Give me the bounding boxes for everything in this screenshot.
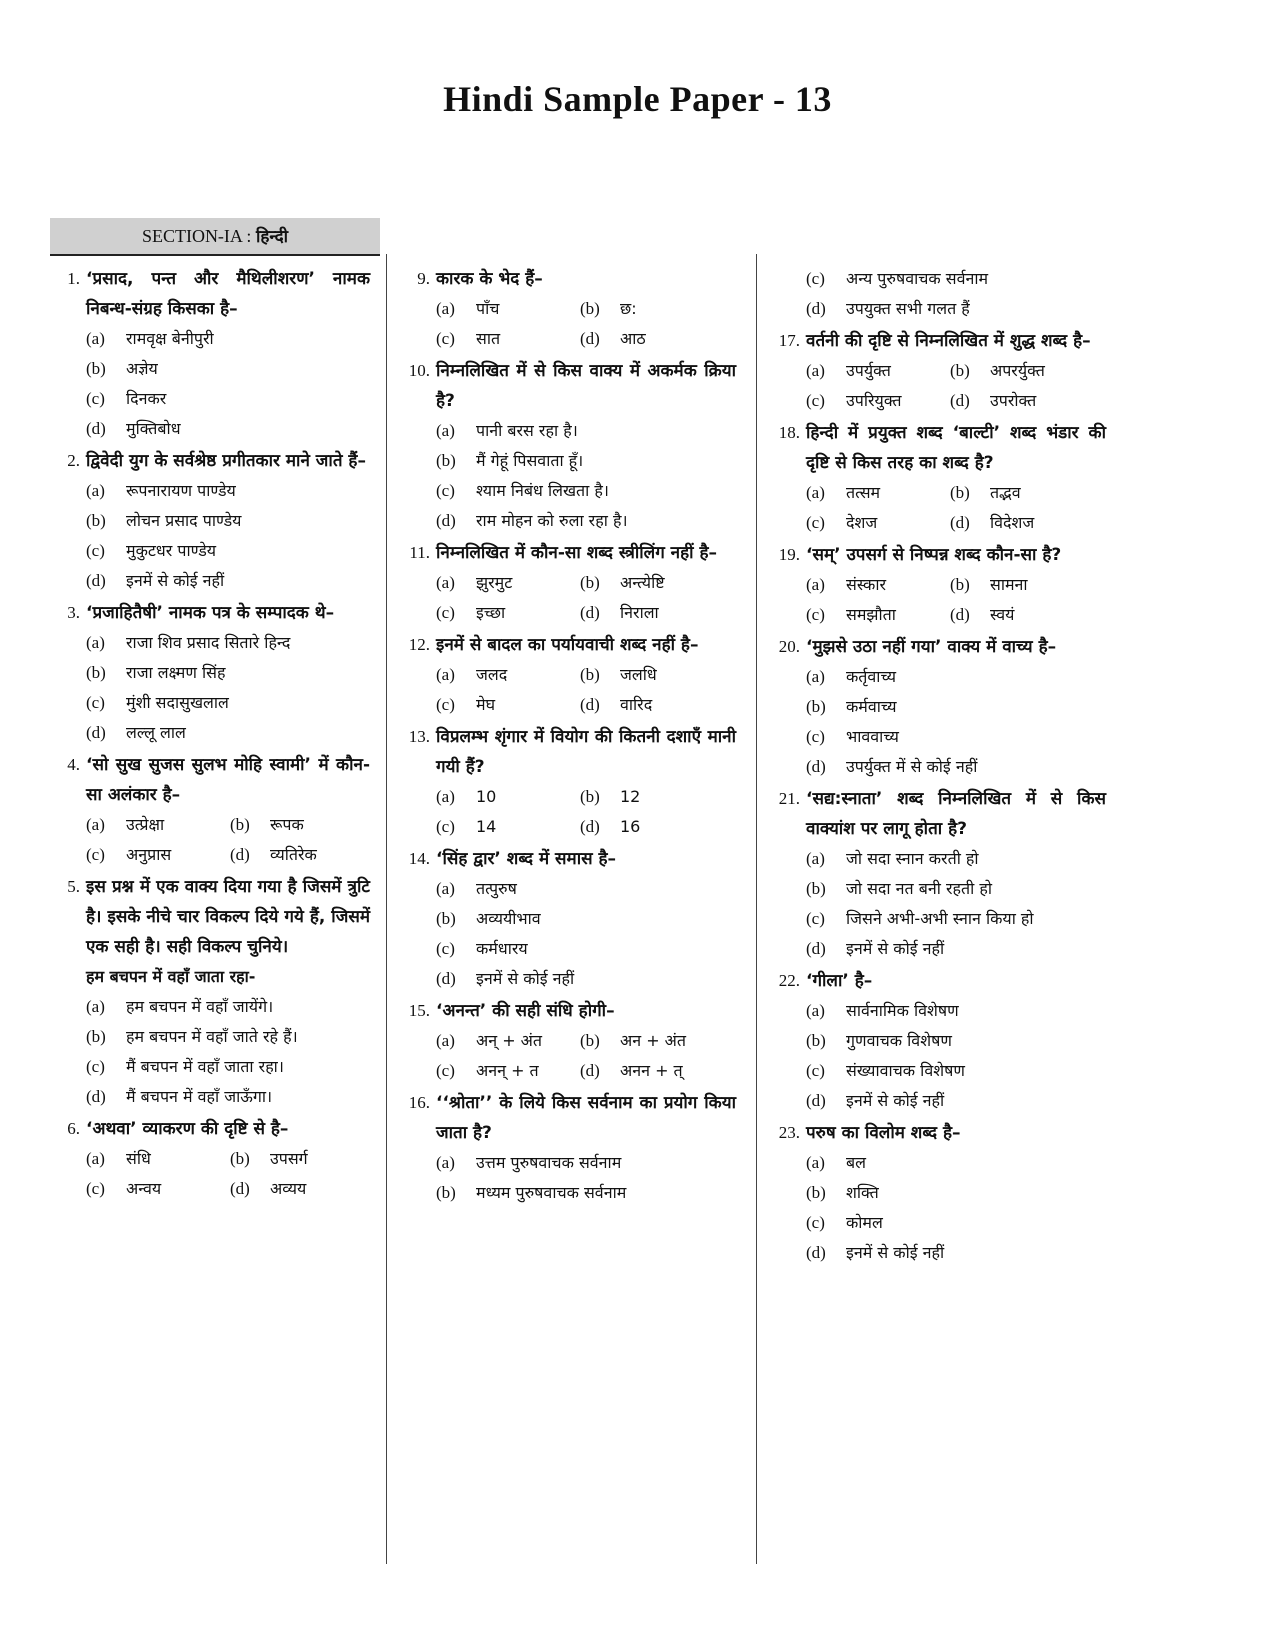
option-d: (d) मुक्तिबोध <box>86 419 181 438</box>
question-text: ‘मुझसे उठा नहीं गया’ वाक्य में वाच्य है– <box>806 637 1057 657</box>
question-sentence: हम बचपन में वहाँ जाता रहा- <box>86 967 256 986</box>
column-1 <box>52 264 370 1206</box>
question-text: वर्तनी की दृष्टि से निम्नलिखित में शुद्ध शब्द है– <box>806 331 1091 351</box>
question-number: 18. <box>778 423 800 442</box>
option-d: (d) 16 <box>580 817 641 836</box>
section-label: SECTION-IA : <box>141 226 252 246</box>
question-22 <box>772 966 1106 1116</box>
option-c: (c) अनुप्रास <box>86 845 172 864</box>
option-d: (d) राम मोहन को रुला रहा है। <box>436 511 628 530</box>
question-text: कारक के भेद हैं– <box>436 269 543 289</box>
option-d: (d) अनन + त् <box>580 1061 683 1080</box>
option-d: (d) मैं बचपन में वहाँ जाऊँगा। <box>86 1087 273 1106</box>
option-c: (c) उपरियुक्त <box>806 391 902 410</box>
question-9 <box>402 264 736 354</box>
option-a: (a) रूपनारायण पाण्डेय <box>86 481 236 500</box>
option-b: (b) छ: <box>580 299 637 318</box>
option-c: (c) श्याम निबंध लिखता है। <box>436 481 609 500</box>
option-b: (b) अपरर्युक्त <box>950 361 1045 380</box>
option-c: (c) समझौता <box>806 605 896 624</box>
option-d: (d) उपरोक्त <box>950 391 1037 410</box>
option-b: (b) शक्ति <box>806 1183 879 1202</box>
option-b: (b) अन + अंत <box>580 1031 687 1050</box>
option-b: (b) अन्त्येष्टि <box>580 573 665 592</box>
question-text: ‘सिंह द्वार’ शब्द में समास है– <box>436 849 617 869</box>
question-text: निम्नलिखित में कौन-सा शब्द स्त्रीलिंग नहीं है– <box>436 543 717 563</box>
question-text: ‘अथवा’ व्याकरण की दृष्टि से है– <box>86 1119 289 1139</box>
option-d: (d) विदेशज <box>950 513 1035 532</box>
option-d: (d) इनमें से कोई नहीं <box>806 1243 945 1262</box>
question-number: 16. <box>408 1093 430 1112</box>
question-16 <box>402 1088 736 1208</box>
column-divider <box>386 254 387 1564</box>
question-text: ‘प्रजाहितैषी’ नामक पत्र के सम्पादक थे– <box>86 603 335 623</box>
option-c: (c) कोमल <box>806 1213 883 1232</box>
question-number: 4. <box>67 755 80 774</box>
option-d: (d) व्यतिरेक <box>230 845 317 864</box>
question-number: 13. <box>408 727 430 746</box>
question-number: 12. <box>408 635 430 654</box>
option-b: (b) 12 <box>580 787 641 806</box>
option-a: (a) जो सदा स्नान करती हो <box>806 849 979 868</box>
question-11 <box>402 538 736 628</box>
option-a: (a) तत्पुरुष <box>436 879 517 898</box>
question-number: 14. <box>408 849 430 868</box>
question-3 <box>52 598 370 748</box>
question-text: हिन्दी में प्रयुक्त शब्द ‘बाल्टी’ शब्द भंडार की दृष्टि से किस तरह का शब्द है? <box>806 423 1106 473</box>
option-b: (b) राजा लक्ष्मण सिंह <box>86 663 226 682</box>
question-number: 22. <box>778 971 800 990</box>
option-a: (a) बल <box>806 1153 866 1172</box>
question-number: 15. <box>408 1001 430 1020</box>
question-23 <box>772 1118 1106 1268</box>
option-d: (d) वारिद <box>580 695 653 714</box>
option-b: (b) जो सदा नत बनी रहती हो <box>806 879 993 898</box>
question-10 <box>402 356 736 536</box>
question-6 <box>52 1114 370 1204</box>
option-a: (a) कर्तृवाच्य <box>806 667 897 686</box>
question-number: 5. <box>67 877 80 896</box>
option-c: (c) मैं बचपन में वहाँ जाता रहा। <box>86 1057 284 1076</box>
option-d: (d) इनमें से कोई नहीं <box>436 969 575 988</box>
question-14 <box>402 844 736 994</box>
question-16-continued <box>772 264 1106 324</box>
question-text: ‘सद्य:स्नाता’ शब्द निम्नलिखित में से किस वाक्यांश पर लागू होता है? <box>806 789 1106 839</box>
option-d: (d) इनमें से कोई नहीं <box>806 1091 945 1110</box>
question-2 <box>52 446 370 596</box>
option-a: (a) संधि <box>86 1149 151 1168</box>
option-c: (c) देशज <box>806 513 878 532</box>
question-21 <box>772 784 1106 964</box>
question-number: 20. <box>778 637 800 656</box>
option-a: (a) संस्कार <box>806 575 887 594</box>
column-2 <box>402 264 736 1210</box>
option-d: (d) लल्लू लाल <box>86 723 186 742</box>
option-c: (c) अनन् + त <box>436 1061 539 1080</box>
option-b: (b) रूपक <box>230 815 304 834</box>
option-c: (c) सात <box>436 329 501 348</box>
option-a: (a) हम बचपन में वहाँ जायेंगे। <box>86 997 274 1016</box>
question-1 <box>52 264 370 444</box>
question-number: 19. <box>778 545 800 564</box>
question-4 <box>52 750 370 870</box>
question-number: 1. <box>67 269 80 288</box>
option-c: (c) इच्छा <box>436 603 506 622</box>
option-b: (b) हम बचपन में वहाँ जाते रहे हैं। <box>86 1027 298 1046</box>
option-a: (a) जलद <box>436 665 508 684</box>
option-a: (a) उत्प्रेक्षा <box>86 815 165 834</box>
question-12 <box>402 630 736 720</box>
question-text: ‘गीला’ है– <box>806 971 873 991</box>
question-15 <box>402 996 736 1086</box>
option-b: (b) सामना <box>950 575 1028 594</box>
question-number: 6. <box>67 1119 80 1138</box>
option-c: (c) अन्य पुरुषवाचक सर्वनाम <box>806 269 989 288</box>
question-text: ‘अनन्त’ की सही संधि होगी– <box>436 1001 615 1021</box>
option-c: (c) मुकुटधर पाण्डेय <box>86 541 217 560</box>
option-d: (d) इनमें से कोई नहीं <box>806 939 945 958</box>
option-a: (a) पाँच <box>436 299 500 318</box>
question-number: 10. <box>408 361 430 380</box>
page-title: Hindi Sample Paper - 13 <box>443 79 832 119</box>
option-a: (a) रामवृक्ष बेनीपुरी <box>86 329 214 348</box>
question-13 <box>402 722 736 842</box>
question-18 <box>772 418 1106 538</box>
question-text: द्विवेदी युग के सर्वश्रेष्ठ प्रगीतकार माने जाते हैं– <box>86 451 366 471</box>
option-b: (b) मध्यम पुरुषवाचक सर्वनाम <box>436 1183 627 1202</box>
option-c: (c) भाववाच्य <box>806 727 899 746</box>
option-c: (c) दिनकर <box>86 389 167 408</box>
option-b: (b) उपसर्ग <box>230 1149 308 1168</box>
option-c: (c) मेघ <box>436 695 496 714</box>
question-number: 21. <box>778 789 800 808</box>
option-b: (b) अज्ञेय <box>86 359 158 378</box>
option-d: (d) आठ <box>580 329 646 348</box>
question-text: ‘‘श्रोता’’ के लिये किस सर्वनाम का प्रयोग किया जाता है? <box>436 1093 736 1143</box>
option-d: (d) निराला <box>580 603 659 622</box>
option-b: (b) जलधि <box>580 665 657 684</box>
column-3 <box>772 264 1106 1270</box>
question-text: ‘सम्’ उपसर्ग से निष्पन्न शब्द कौन-सा है? <box>806 545 1062 565</box>
option-b: (b) कर्मवाच्य <box>806 697 897 716</box>
option-a: (a) राजा शिव प्रसाद सितारे हिन्द <box>86 633 291 652</box>
section-header <box>50 218 380 256</box>
question-20 <box>772 632 1106 782</box>
option-b: (b) लोचन प्रसाद पाण्डेय <box>86 511 242 530</box>
option-d: (d) उपयुक्त सभी गलत हैं <box>806 299 970 318</box>
option-a: (a) उत्तम पुरुषवाचक सर्वनाम <box>436 1153 622 1172</box>
option-d: (d) उपर्युक्त में से कोई नहीं <box>806 757 978 776</box>
option-a: (a) अन् + अंत <box>436 1031 543 1050</box>
option-a: (a) सार्वनामिक विशेषण <box>806 1001 959 1020</box>
option-c: (c) अन्वय <box>86 1179 162 1198</box>
option-d: (d) इनमें से कोई नहीं <box>86 571 225 590</box>
option-a: (a) उपर्युक्त <box>806 361 891 380</box>
column-divider <box>756 254 757 1564</box>
question-text: इनमें से बादल का पर्यायवाची शब्द नहीं है– <box>436 635 699 655</box>
option-b: (b) मैं गेहूं पिसवाता हूँ। <box>436 451 584 470</box>
option-c: (c) कर्मधारय <box>436 939 528 958</box>
option-a: (a) पानी बरस रहा है। <box>436 421 578 440</box>
option-c: (c) मुंशी सदासुखलाल <box>86 693 229 712</box>
option-b: (b) अव्ययीभाव <box>436 909 541 928</box>
option-d: (d) स्वयं <box>950 605 1015 624</box>
question-text: विप्रलम्भ श‍ृंगार में वियोग की कितनी दशाएँ मानी गयी हैं? <box>436 727 736 777</box>
question-number: 2. <box>67 451 80 470</box>
option-b: (b) तद्भव <box>950 483 1021 502</box>
option-d: (d) अव्यय <box>230 1179 307 1198</box>
option-b: (b) गुणवाचक विशेषण <box>806 1031 952 1050</box>
question-19 <box>772 540 1106 630</box>
question-number: 11. <box>409 543 430 562</box>
option-a: (a) 10 <box>436 787 497 806</box>
section-subject: हिन्दी <box>255 227 289 247</box>
option-c: (c) 14 <box>436 817 497 836</box>
question-text: ‘सो सुख सुजस सुलभ मोहि स्वामी’ में कौन-सा अलंकार है– <box>86 755 370 805</box>
question-number: 23. <box>778 1123 800 1142</box>
question-5 <box>52 872 370 1112</box>
question-number: 17. <box>778 331 800 350</box>
option-c: (c) जिसने अभी-अभी स्नान किया हो <box>806 909 1034 928</box>
question-number: 3. <box>67 603 80 622</box>
question-number: 9. <box>417 269 430 288</box>
question-17 <box>772 326 1106 416</box>
question-text: निम्नलिखित में से किस वाक्य में अकर्मक क्रिया है? <box>436 361 736 411</box>
question-text: परुष का विलोम शब्द है– <box>806 1123 961 1143</box>
option-c: (c) संख्यावाचक विशेषण <box>806 1061 965 1080</box>
question-text: ‘प्रसाद, पन्त और मैथिलीशरण’ नामक निबन्ध-संग्रह किसका है– <box>86 269 370 319</box>
option-a: (a) झुरमुट <box>436 573 513 592</box>
question-text: इस प्रश्न में एक वाक्य दिया गया है जिसमें त्रुटि है। इसके नीचे चार विकल्प दिये गये हैं, जिसमें एक सही है। सही विकल्प चुनिये। <box>86 877 370 957</box>
option-a: (a) तत्सम <box>806 483 881 502</box>
